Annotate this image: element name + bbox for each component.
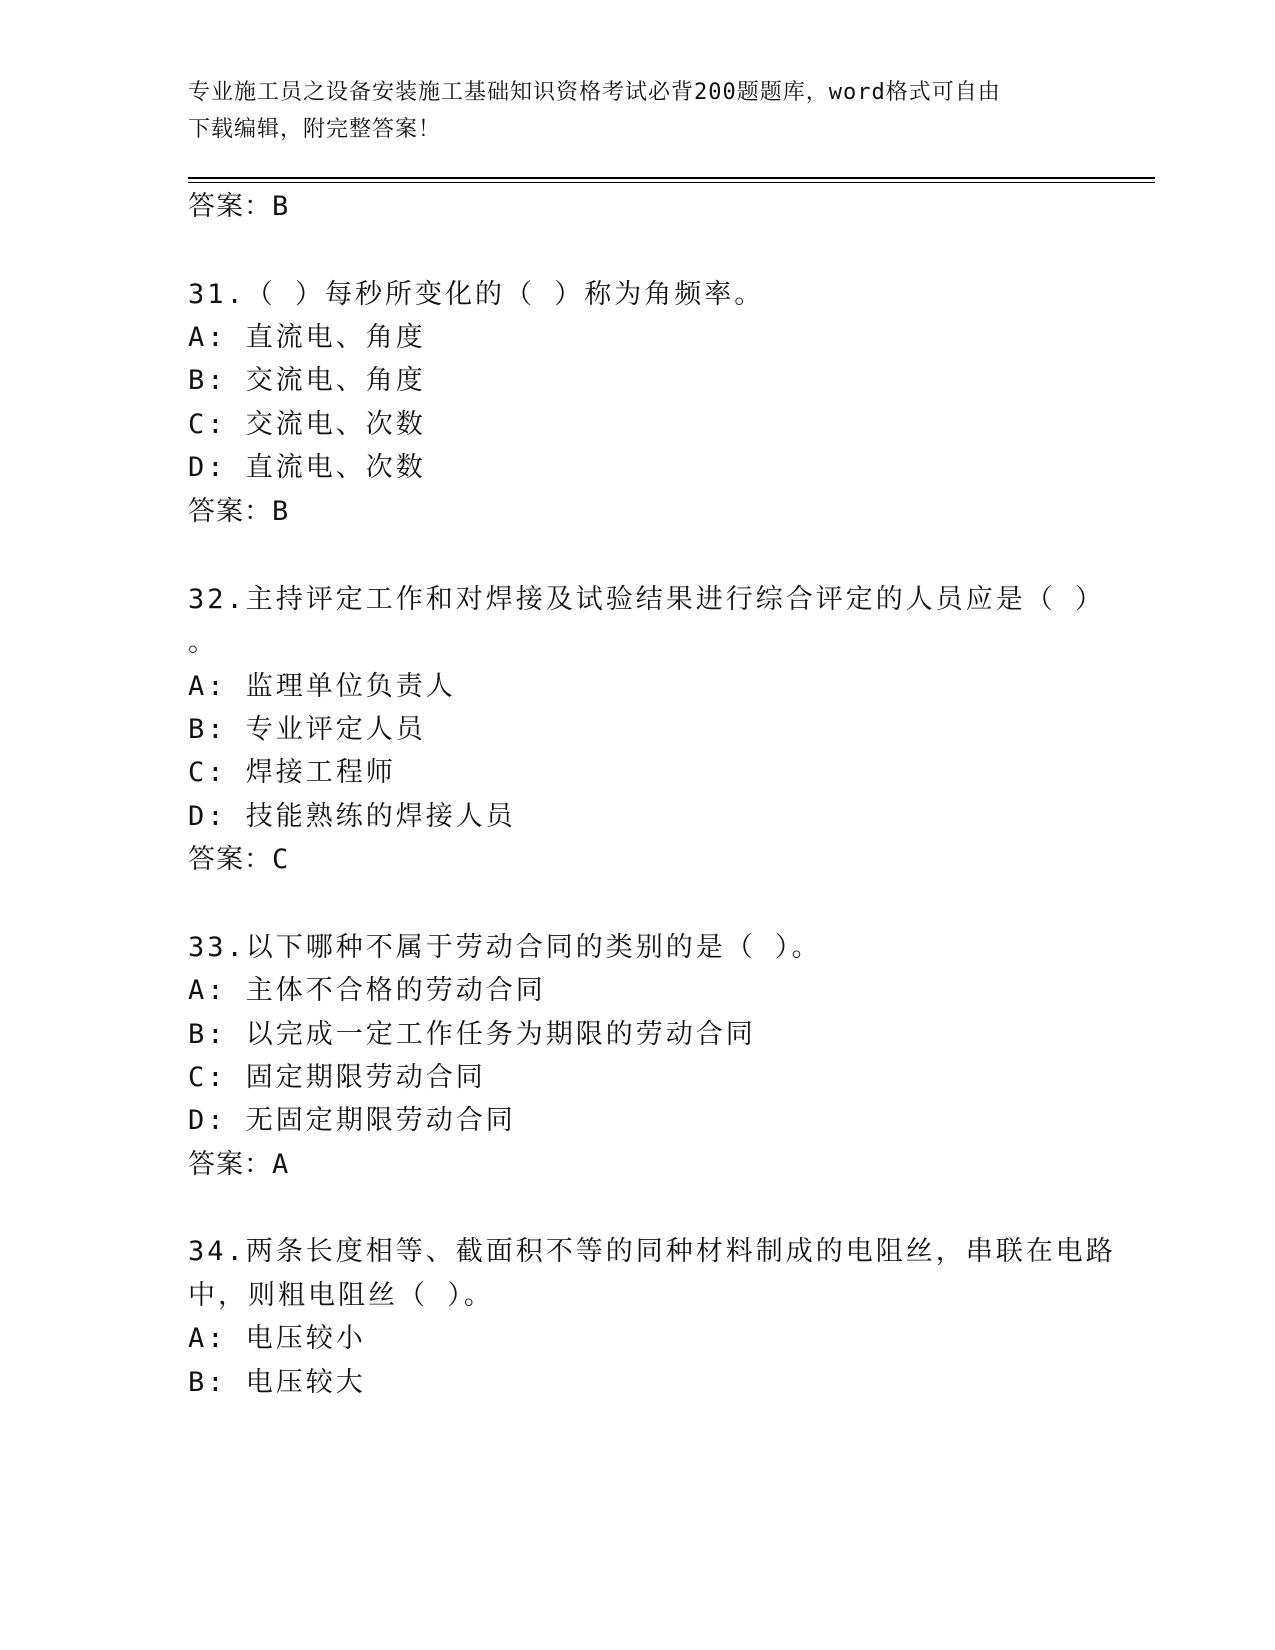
answer-label: 答案：: [188, 191, 272, 222]
question-31-option-a: A: 直流电、角度: [188, 322, 426, 353]
question-33-stem: 33.以下哪种不属于劳动合同的类别的是（ ）。: [188, 932, 822, 963]
header-divider-thick: [188, 177, 1155, 179]
answer-line-32: [188, 842, 289, 878]
question-32-option-b: B: 专业评定人员: [188, 714, 426, 745]
question-32-stem-cont: 。: [188, 627, 218, 658]
header-line-2: 下载编辑，附完整答案！: [188, 117, 442, 142]
question-33-option-b: B: 以完成一定工作任务为期限的劳动合同: [188, 1019, 756, 1050]
question-31-stem: 31.（ ）每秒所变化的（ ）称为角频率。: [188, 279, 765, 310]
answer-line-30: [188, 189, 289, 225]
answer-value: B: [272, 496, 290, 527]
header-line-1: 专业施工员之设备安装施工基础知识资格考试必背200题题库，word格式可自由: [188, 80, 1001, 105]
question-31-option-d: D: 直流电、次数: [188, 452, 426, 483]
answer-value: C: [272, 844, 290, 875]
answer-value: B: [272, 191, 290, 222]
question-32-option-c: C: 焊接工程师: [188, 757, 396, 788]
question-34-option-a: A: 电压较小: [188, 1323, 366, 1354]
question-32-stem: 32.主持评定工作和对焊接及试验结果进行综合评定的人员应是（ ）: [188, 584, 1106, 615]
answer-value: A: [272, 1149, 290, 1180]
question-32-option-d: D: 技能熟练的焊接人员: [188, 801, 516, 832]
answer-line-33: [188, 1147, 289, 1183]
question-33-option-d: D: 无固定期限劳动合同: [188, 1105, 516, 1136]
document-header: [188, 74, 1068, 148]
header-divider-thin: [188, 182, 1155, 183]
question-34-option-b: B: 电压较大: [188, 1367, 366, 1398]
answer-label: 答案：: [188, 496, 272, 527]
answer-label: 答案：: [188, 844, 272, 875]
question-34-stem: 34.两条长度相等、截面积不等的同种材料制成的电阻丝，串联在电路: [188, 1236, 1116, 1267]
question-31-option-b: B: 交流电、角度: [188, 365, 426, 396]
answer-line-31: [188, 494, 289, 530]
answer-label: 答案：: [188, 1149, 272, 1180]
question-33-option-c: C: 固定期限劳动合同: [188, 1062, 486, 1093]
question-33-option-a: A: 主体不合格的劳动合同: [188, 975, 546, 1006]
question-34-stem-cont: 中，则粗电阻丝（ ）。: [188, 1280, 494, 1311]
question-31-option-c: C: 交流电、次数: [188, 409, 426, 440]
question-32-option-a: A: 监理单位负责人: [188, 671, 456, 702]
